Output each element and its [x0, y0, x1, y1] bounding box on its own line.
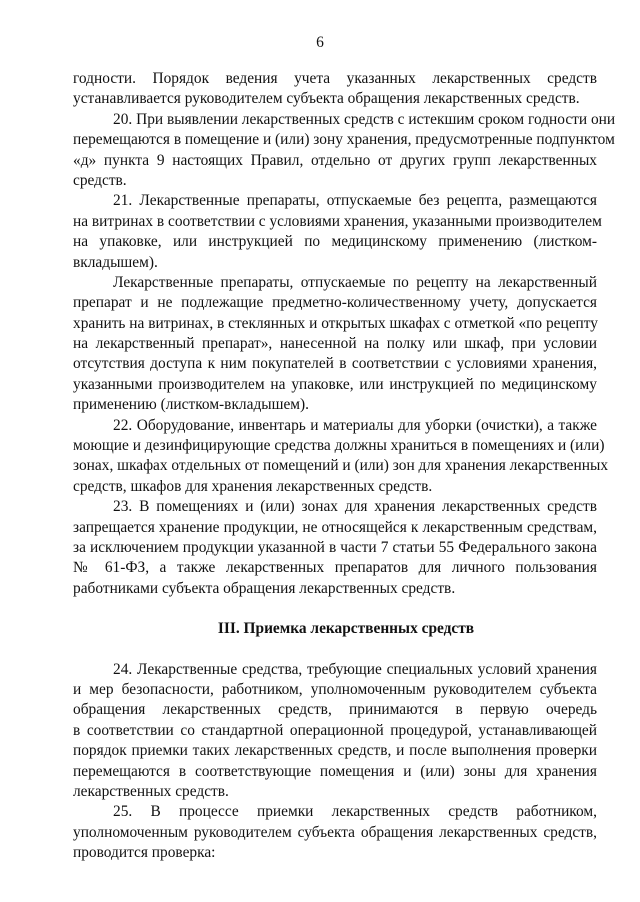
text-line: зонах, шкафах отдельных от помещений и (или) зон для хранения лекарственных	[73, 457, 609, 475]
document-body	[73, 69, 616, 863]
text-line: 25. В процессе приемки лекарственных средств работником,	[113, 803, 597, 821]
text-line: 21. Лекарственные препараты, отпускаемые без рецепта, размещаются	[113, 192, 597, 210]
text-line: моющие и дезинфицирующие средства должны храниться в помещениях и (или)	[73, 437, 605, 455]
text-line: 24. Лекарственные средства, требующие специальных условий хранения	[113, 660, 597, 678]
paragraph-25	[73, 802, 597, 863]
text-line: средств, шкафов для хранения лекарственных средств.	[73, 477, 433, 495]
paragraph-24	[73, 660, 597, 803]
paragraph-21	[73, 191, 602, 273]
text-line: препарат и не подлежащие предметно-количественному учету, допускается	[73, 294, 597, 312]
text-line: уполномоченным руководителем субъекта обращения лекарственных средств,	[73, 823, 597, 841]
text-line: на витринах в соответствии с условиями хранения, указанными производителем	[73, 212, 602, 230]
text-line: на лекарственный препарат», нанесенной на полку или шкаф, при условии	[73, 335, 597, 353]
text-line: вкладышем).	[73, 253, 158, 271]
text-line: перемещаются в помещение и (или) зону хранения, предусмотренные подпунктом	[73, 131, 615, 149]
text-line: работниками субъекта обращения лекарственных средств.	[73, 579, 456, 597]
paragraph-continuation	[73, 69, 597, 110]
text-line: применению (листком-вкладышем).	[73, 396, 310, 414]
section-heading: III. Приемка лекарственных средств	[217, 620, 475, 638]
spacer	[73, 599, 597, 619]
page-number: 6	[316, 34, 324, 51]
text-line: отсутствия доступа к ним покупателей в соответствии с условиями хранения,	[73, 355, 597, 373]
text-line: на упаковке, или инструкцией по медицинскому применению (листком-	[73, 233, 597, 251]
text-line: хранить на витринах, в стеклянных и открытых шкафах с отметкой «по рецепту	[73, 314, 598, 332]
text-line: средств.	[73, 171, 127, 189]
text-line: перемещаются в соответствующие помещения и (или) зоны для хранения	[73, 762, 597, 780]
text-line: обращения лекарственных средств, принимаются в первую очередь	[73, 701, 597, 719]
text-line: в соответствии со стандартной операционной процедурой, устанавливающей	[73, 721, 597, 739]
text-line: и мер безопасности, работником, уполномоченным руководителем субъекта	[73, 680, 597, 698]
paragraph-20	[73, 110, 616, 192]
text-line: лекарственных средств.	[73, 782, 229, 800]
text-line: № 61-ФЗ, а также лекарственных препаратов для личного пользования	[73, 559, 597, 577]
paragraph-21-prescription	[73, 273, 597, 416]
text-line: устанавливается руководителем субъекта обращения лекарственных средств.	[73, 90, 580, 108]
text-line: указанными производителем на упаковке, или инструкцией по медицинскому	[73, 375, 597, 393]
text-line: «д» пункта 9 настоящих Правил, отдельно от других групп лекарственных	[73, 151, 597, 169]
text-line: годности. Порядок ведения учета указанных лекарственных средств	[73, 70, 597, 87]
text-line: Лекарственные препараты, отпускаемые по рецепту на лекарственный	[113, 273, 597, 291]
text-line: проводится проверка:	[73, 844, 216, 862]
text-line: 22. Оборудование, инвентарь и материалы для уборки (очистки), а также	[113, 416, 597, 434]
text-line: порядок приемки таких лекарственных средств, и после выполнения проверки	[73, 742, 597, 760]
paragraph-23	[73, 497, 597, 599]
text-line: запрещается хранение продукции, не относящейся к лекарственным средствам,	[73, 518, 597, 536]
text-line: 20. При выявлении лекарственных средств с истекшим сроком годности они	[113, 110, 616, 128]
text-line: 23. В помещениях и (или) зонах для хранения лекарственных средств	[113, 498, 597, 516]
text-line: за исключением продукции указанной в части 7 статьи 55 Федерального закона	[73, 538, 597, 556]
paragraph-22	[73, 416, 609, 498]
spacer	[73, 640, 597, 660]
